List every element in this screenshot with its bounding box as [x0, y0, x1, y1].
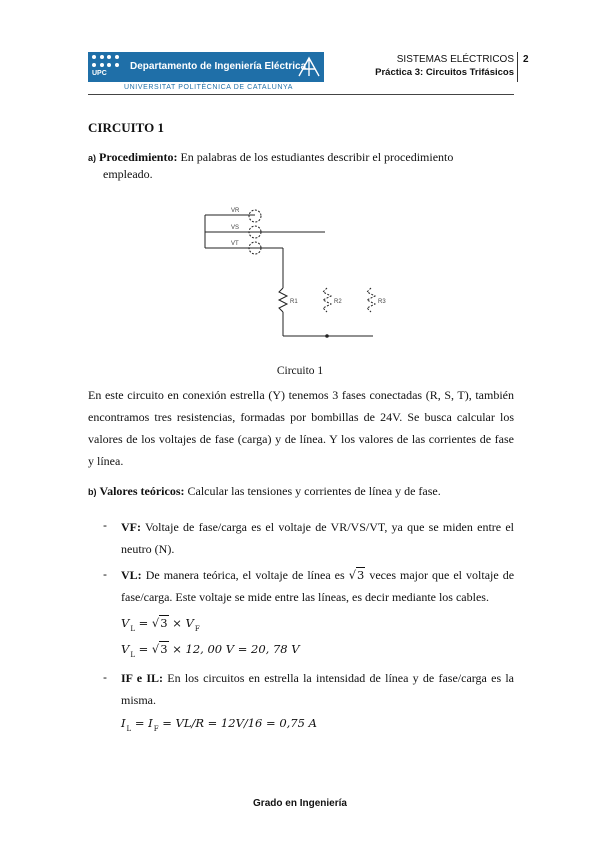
procedure-label: Procedimiento:	[99, 150, 178, 164]
course-title: SISTEMAS ELÉCTRICOS	[396, 54, 514, 65]
if-il-line-1: En los circuitos en estrella la intensidad de línea y de fase/carga es la	[167, 671, 515, 685]
header-divider	[517, 52, 518, 82]
vf-line-2: neutro (N).	[121, 542, 175, 556]
if-il-label: IF e IL:	[121, 671, 164, 685]
description-paragraph	[88, 384, 514, 472]
upc-logo-text: UPC	[92, 70, 107, 77]
paragraph-line-4: y línea.	[88, 454, 124, 468]
vl-line-1b: veces major que el voltaje de	[369, 568, 515, 582]
sqrt-3: √3	[348, 568, 365, 582]
header-rule	[88, 94, 514, 95]
paragraph-line-3: valores de los voltajes de fase (carga) y de línea. Y los valores de las corrientes de fase	[88, 432, 514, 446]
paragraph-line-2: encontramos tres resistencias, formadas por bombillas de 24V. Se busca calcular los	[88, 410, 514, 424]
vl-item	[121, 564, 514, 608]
section-heading: CIRCUITO 1	[88, 120, 164, 135]
vl-label: VL:	[121, 568, 142, 582]
vl-line-1a: De manera teórica, el voltaje de línea es	[145, 568, 345, 582]
label-vs: VS	[231, 225, 240, 231]
circuit-diagram	[195, 200, 405, 345]
if-il-line-2: misma.	[121, 693, 156, 707]
theoretical-values-text: Calcular las tensiones y corrientes de línea y de fase.	[187, 484, 441, 498]
paragraph-line-1: En este circuito en conexión estrella (Y) tenemos 3 fases conectadas (R, S, T), también	[88, 388, 514, 402]
page-number: 2	[523, 54, 529, 65]
procedure-text-2: empleado.	[103, 167, 153, 181]
label-r2: R2	[334, 299, 342, 305]
bullet-dash: -	[103, 518, 107, 532]
department-name: Departamento de Ingeniería Eléctrica	[130, 61, 307, 72]
equation-vl-value: $V_L = √3 \times 12$, 00 V = 20, 78 V	[121, 642, 300, 659]
if-il-item	[121, 667, 514, 711]
vf-line-1: Voltaje de fase/carga es el voltaje de VR/VS/VT, ya que se miden entre el	[145, 520, 514, 534]
vl-line-2: fase/carga. Este voltaje se mide entre las líneas, es decir mediante los cables.	[121, 590, 489, 604]
footer: Grado en Ingeniería	[253, 798, 347, 809]
theoretical-values-item	[88, 480, 441, 503]
upc-logo-dots	[92, 55, 120, 69]
theoretical-values-label: Valores teóricos:	[99, 484, 185, 498]
vf-item	[121, 516, 514, 560]
equation-current: $I_L = I_F = VL/R = 12V/16 = 0,75$ A	[121, 716, 317, 733]
practice-title: Práctica 3: Circuitos Trifásicos	[375, 67, 514, 78]
label-vt: VT	[231, 241, 239, 247]
university-name: UNIVERSITAT POLITÈCNICA DE CATALUNYA	[124, 84, 294, 91]
bullet-dash: -	[103, 567, 107, 581]
label-r1: R1	[290, 299, 298, 305]
label-vr: VR	[231, 208, 240, 214]
equation-vl-formula: $V_L = √3 \times V_F$	[121, 616, 200, 633]
figure-caption: Circuito 1	[276, 365, 324, 377]
department-emblem-icon	[296, 54, 322, 80]
procedure-text-1: En palabras de los estudiantes describir el procedimiento	[180, 150, 454, 164]
vf-label: VF:	[121, 520, 141, 534]
item-letter-a: a)	[88, 153, 97, 163]
bullet-dash: -	[103, 670, 107, 684]
item-letter-b: b)	[88, 487, 97, 497]
label-r3: R3	[378, 299, 386, 305]
